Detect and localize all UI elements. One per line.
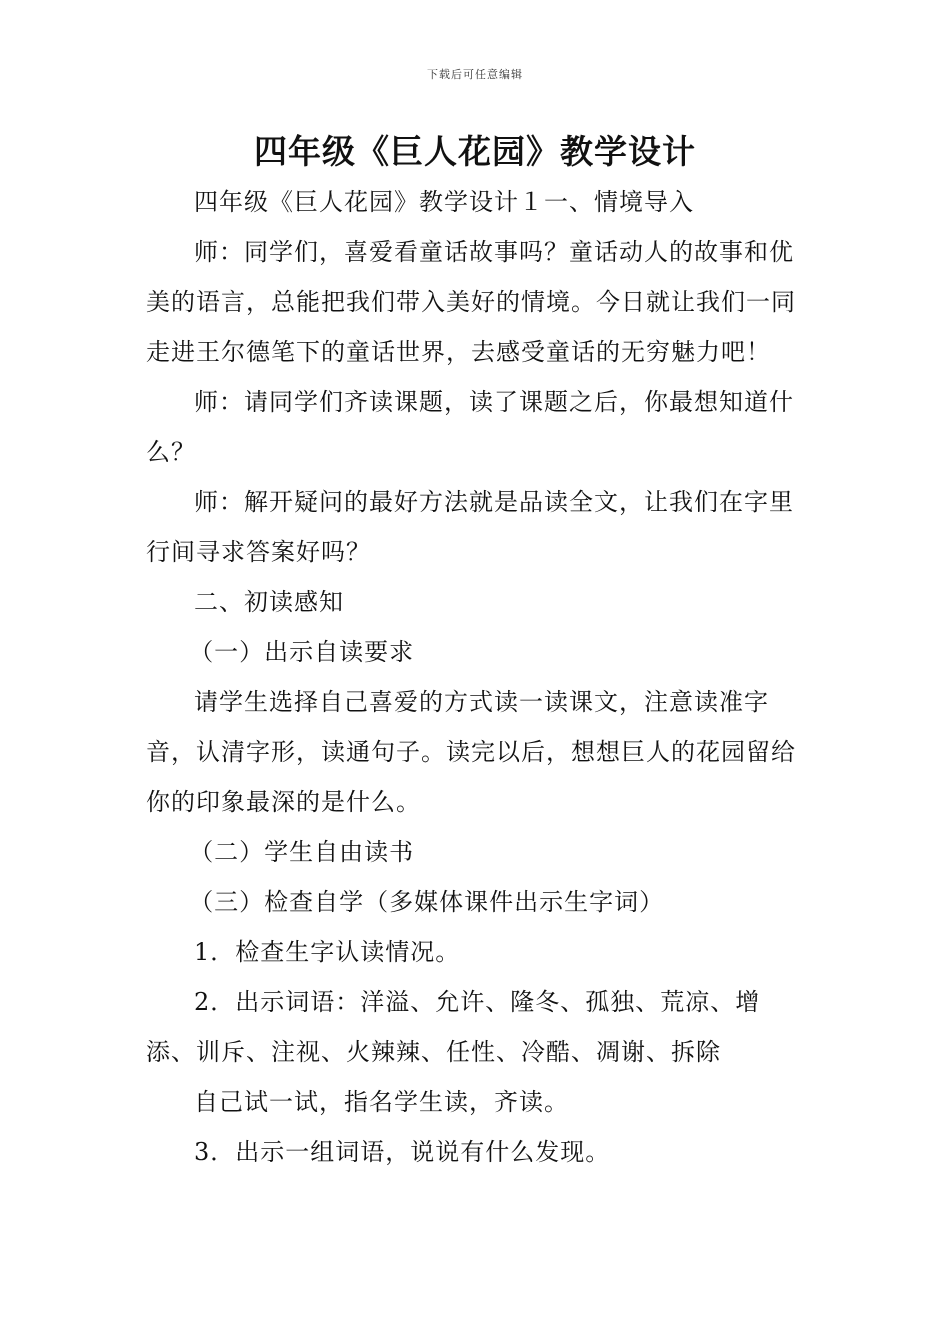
paragraph-intro: 四年级《巨人花园》教学设计１一、情境导入 <box>194 188 694 216</box>
document-title: 四年级《巨人花园》教学设计 <box>254 132 696 171</box>
paragraph-reading-task: 请学生选择自己喜爱的方式读一读课文，注意读准字音，认清字形，读通句子。读完以后，想想巨人的花园留给你的印象最深的是什么。 <box>146 688 796 816</box>
list-item-2: 2．出示词语：洋溢、允许、隆冬、孤独、荒凉、增添、训斥、注视、火辣辣、任性、冷酷、凋谢、拆除 <box>146 988 761 1066</box>
document-body <box>146 177 810 1177</box>
paragraph-teacher-2: 师：请同学们齐读课题，读了课题之后，你最想知道什么？ <box>146 388 794 466</box>
header-note: 下载后可任意编辑 <box>427 68 523 81</box>
list-item-3: 3．出示一组词语，说说有什么发现。 <box>194 1138 611 1166</box>
paragraph-teacher-1: 师：同学们，喜爱看童话故事吗？童话动人的故事和优美的语言，总能把我们带入美好的情境。今日就让我们一同走进王尔德笔下的童话世界，去感受童话的无穷魅力吧！ <box>146 238 796 366</box>
paragraph-teacher-3: 师：解开疑问的最好方法就是品读全文，让我们在字里行间寻求答案好吗？ <box>146 488 794 566</box>
paragraph-practice: 自己试一试，指名学生读，齐读。 <box>194 1088 569 1116</box>
subsection-heading-1: （一）出示自读要求 <box>189 638 415 666</box>
subsection-heading-2: （二）学生自由读书 <box>189 838 415 866</box>
section-heading-2: 二、初读感知 <box>194 588 344 616</box>
subsection-heading-3: （三）检查自学（多媒体课件出示生字词） <box>189 888 665 916</box>
list-item-1: 1．检查生字认读情况。 <box>194 938 461 966</box>
